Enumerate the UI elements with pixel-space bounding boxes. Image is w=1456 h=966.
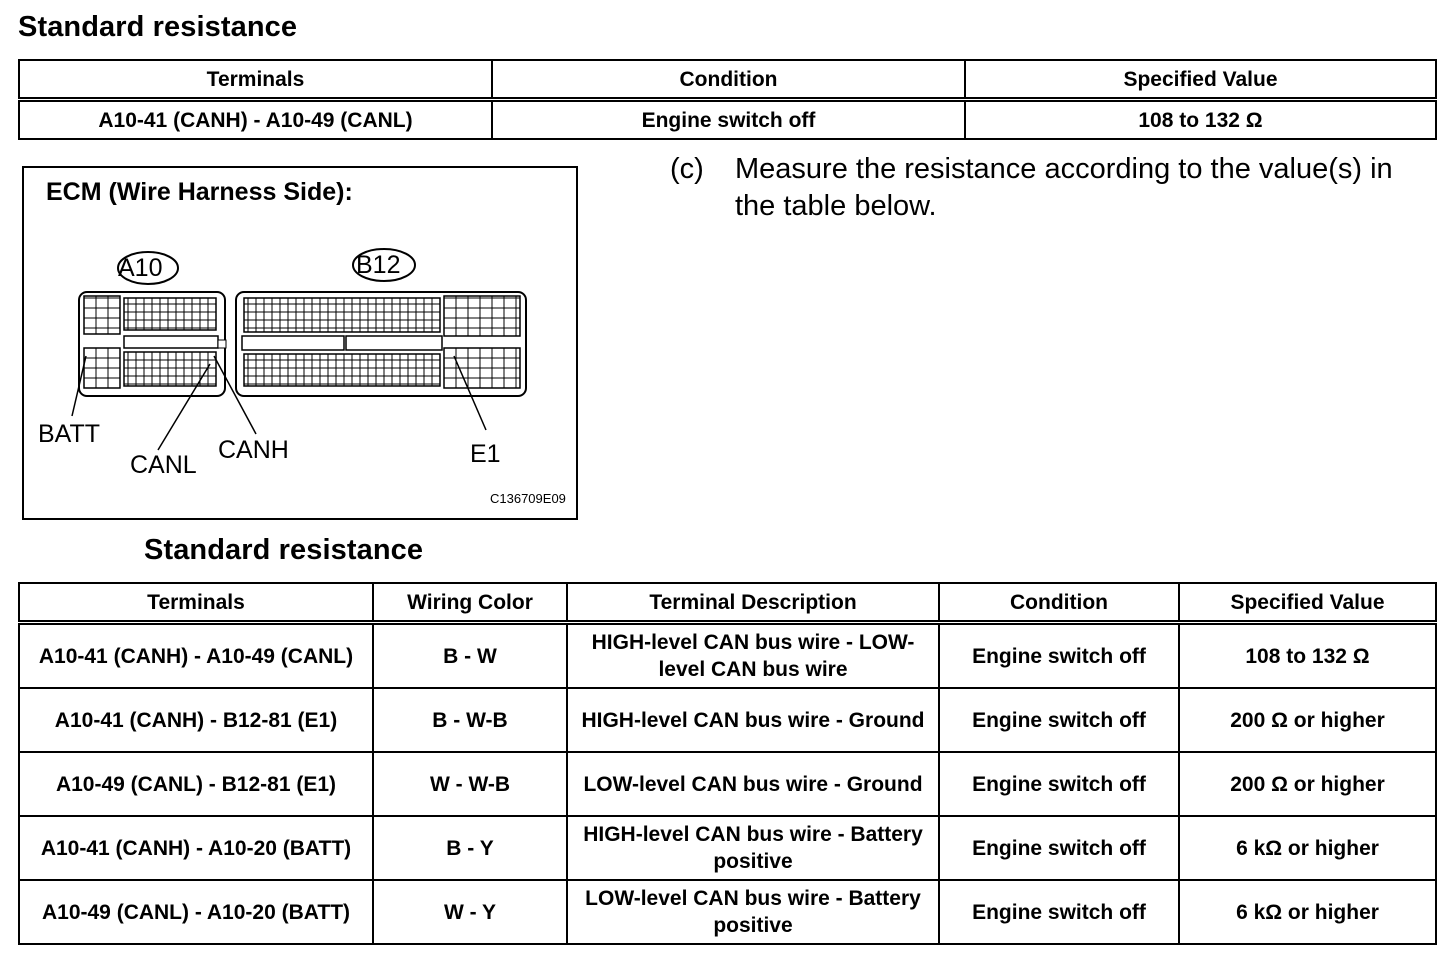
figure-title: ECM (Wire Harness Side):: [46, 178, 353, 206]
cell-condition: Engine switch off: [939, 623, 1179, 689]
cell-specified-value: 6 kΩ or higher: [1179, 880, 1436, 944]
figure-code: C136709E09: [490, 491, 566, 506]
table-row: [19, 880, 1436, 944]
header-terminals: Terminals: [19, 60, 492, 100]
cell-terminal-description: HIGH-level CAN bus wire - Battery positive: [567, 816, 939, 880]
bottom-heading: Standard resistance: [144, 534, 424, 566]
header-specified-value: Specified Value: [965, 60, 1436, 100]
cell-terminals: A10-41 (CANH) - B12-81 (E1): [19, 688, 373, 752]
cell-terminals: A10-49 (CANL) - B12-81 (E1): [19, 752, 373, 816]
header-terminal-description: Terminal Description: [567, 583, 939, 623]
e1-label: E1: [470, 440, 501, 468]
canl-label: CANL: [130, 451, 197, 479]
step-text: Measure the resistance according to the value(s) in the table below.: [735, 153, 1393, 222]
header-condition: Condition: [492, 60, 965, 100]
connector-a10-label: A10: [118, 254, 163, 282]
step-marker: (c): [670, 153, 704, 185]
cell-specified-value: 200 Ω or higher: [1179, 752, 1436, 816]
cell-terminals: A10-41 (CANH) - A10-49 (CANL): [19, 100, 492, 140]
cell-specified-value: 200 Ω or higher: [1179, 688, 1436, 752]
table-row: [19, 688, 1436, 752]
cell-wiring-color: W - Y: [373, 880, 567, 944]
cell-terminal-description: HIGH-level CAN bus wire - LOW-level CAN bus wire: [567, 623, 939, 689]
cell-terminal-description: LOW-level CAN bus wire - Ground: [567, 752, 939, 816]
header-wiring-color: Wiring Color: [373, 583, 567, 623]
cell-condition: Engine switch off: [939, 752, 1179, 816]
table-row: [19, 623, 1436, 689]
table-header-row: [19, 60, 1436, 100]
cell-condition: Engine switch off: [492, 100, 965, 140]
header-terminals: Terminals: [19, 583, 373, 623]
cell-terminals: A10-41 (CANH) - A10-20 (BATT): [19, 816, 373, 880]
cell-terminals: A10-41 (CANH) - A10-49 (CANL): [19, 623, 373, 689]
cell-condition: Engine switch off: [939, 688, 1179, 752]
batt-label: BATT: [38, 420, 101, 448]
cell-condition: Engine switch off: [939, 880, 1179, 944]
top-heading: Standard resistance: [18, 11, 298, 43]
cell-wiring-color: B - W-B: [373, 688, 567, 752]
table-header-row: [19, 583, 1436, 623]
cell-specified-value: 108 to 132 Ω: [1179, 623, 1436, 689]
ecm-connector-figure: [22, 166, 578, 520]
table-row: [19, 100, 1436, 140]
header-specified-value: Specified Value: [1179, 583, 1436, 623]
canh-label: CANH: [218, 436, 289, 464]
cell-wiring-color: W - W-B: [373, 752, 567, 816]
cell-specified-value: 108 to 132 Ω: [965, 100, 1436, 140]
cell-wiring-color: B - Y: [373, 816, 567, 880]
table-row: [19, 752, 1436, 816]
header-condition: Condition: [939, 583, 1179, 623]
cell-terminals: A10-49 (CANL) - A10-20 (BATT): [19, 880, 373, 944]
top-resistance-table: [18, 59, 1437, 140]
cell-wiring-color: B - W: [373, 623, 567, 689]
cell-condition: Engine switch off: [939, 816, 1179, 880]
bottom-resistance-table: [18, 582, 1437, 945]
connector-b12-label: B12: [356, 251, 401, 279]
cell-terminal-description: HIGH-level CAN bus wire - Ground: [567, 688, 939, 752]
cell-terminal-description: LOW-level CAN bus wire - Battery positive: [567, 880, 939, 944]
table-row: [19, 816, 1436, 880]
cell-specified-value: 6 kΩ or higher: [1179, 816, 1436, 880]
